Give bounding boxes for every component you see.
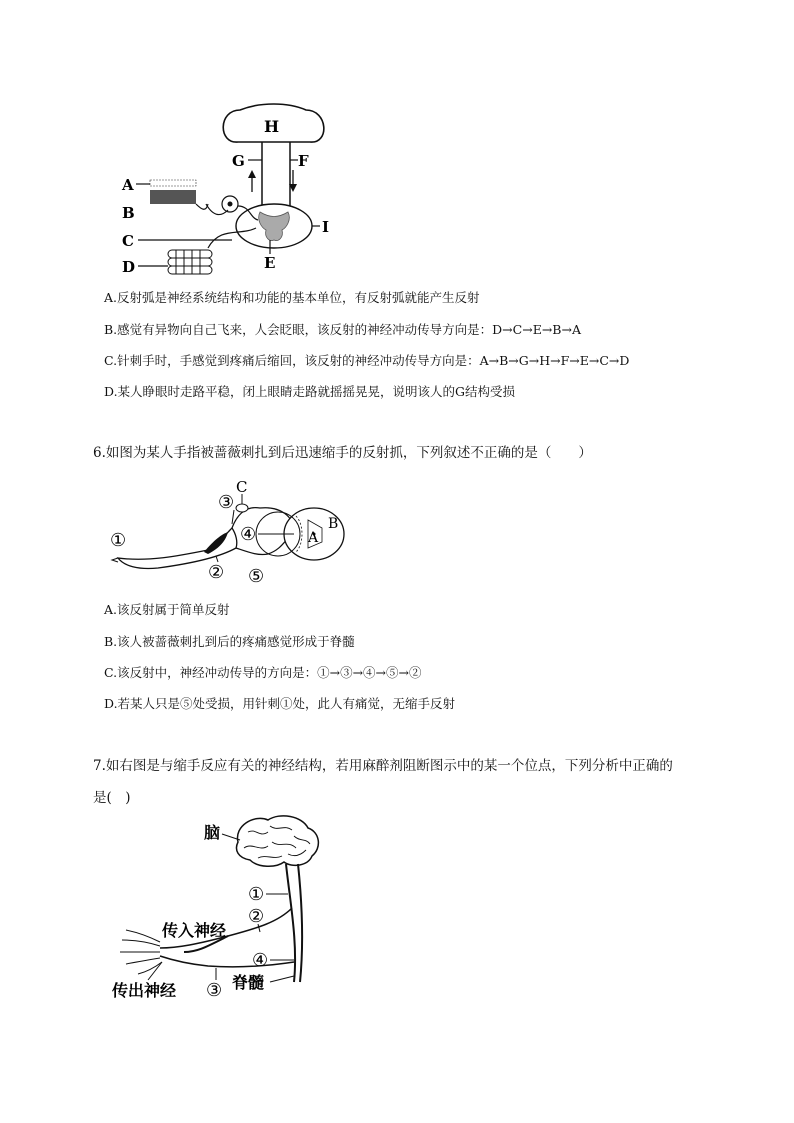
label-afferent: 传入神经: [162, 921, 227, 940]
label-c2: ②: [208, 562, 225, 583]
q7-stem-line1: 7.如右图是与缩手反应有关的神经结构，若用麻醉剂阻断图示中的某一个位点，下列分析中正确的: [93, 758, 673, 774]
label-c4: ④: [240, 524, 257, 545]
label-I: I: [322, 218, 330, 236]
muscle-D: [168, 250, 212, 274]
label-C: C: [122, 232, 134, 250]
reflex-arc-figure-1: [110, 100, 350, 280]
label-c4: ④: [252, 950, 269, 971]
skin-layer-B: [150, 190, 196, 204]
label-H: H: [264, 117, 280, 136]
label-D: D: [122, 258, 136, 276]
hand-outline: [120, 930, 162, 974]
label-c3: ③: [206, 980, 223, 1001]
skin-layer-A: [150, 180, 196, 186]
label-c1: ①: [110, 530, 127, 551]
label-A: A: [308, 530, 319, 546]
label-B: B: [122, 204, 135, 222]
q6-option-d: D.若某人只是⑤处受损，用针刺①处，此人有痛觉，无缩手反射: [104, 696, 456, 711]
q6-option-a: A.该反射属于简单反射: [104, 602, 230, 617]
label-F: F: [298, 152, 309, 170]
q6-option-c: C.该反射中，神经冲动传导的方向是：①→③→④→⑤→②: [104, 665, 422, 680]
q6-stem: 6.如图为某人手指被蔷薇刺扎到后迅速缩手的反射抓，下列叙述不正确的是（ ）: [93, 445, 592, 461]
label-spinal: 脊髓: [232, 973, 265, 992]
spinal-cord: [286, 864, 295, 982]
reflex-arc-figure-3: [108, 812, 338, 1002]
label-G: G: [232, 152, 245, 170]
label-c3: ③: [218, 492, 235, 513]
reflex-arc-figure-2: [108, 476, 348, 586]
label-c5: ⑤: [248, 566, 265, 586]
q5-option-c: C.针刺手时，手感觉到疼痛后缩回，该反射的神经冲动传导方向是：A→B→G→H→F→E→C→D: [104, 353, 630, 368]
label-B: B: [328, 516, 339, 532]
label-efferent: 传出神经: [112, 981, 177, 1000]
q5-option-d: D.某人睁眼时走路平稳，闭上眼睛走路就摇摇晃晃，说明该人的G结构受损: [104, 384, 516, 399]
q5-option-a: A.反射弧是神经系统结构和功能的基本单位，有反射弧就能产生反射: [104, 290, 480, 305]
label-brain: 脑: [204, 823, 221, 842]
label-C: C: [236, 478, 248, 496]
label-A: A: [122, 176, 134, 194]
q6-option-b: B.该人被蔷薇刺扎到后的疼痛感觉形成于脊髓: [104, 634, 355, 649]
q5-option-b: B.感觉有异物向自己飞来，人会眨眼，该反射的神经冲动传导方向是：D→C→E→B→A: [104, 322, 581, 337]
label-c1: ①: [248, 884, 265, 905]
label-c2: ②: [248, 906, 265, 927]
label-E: E: [264, 254, 276, 272]
q7-stem-line2: 是( ): [93, 790, 131, 806]
